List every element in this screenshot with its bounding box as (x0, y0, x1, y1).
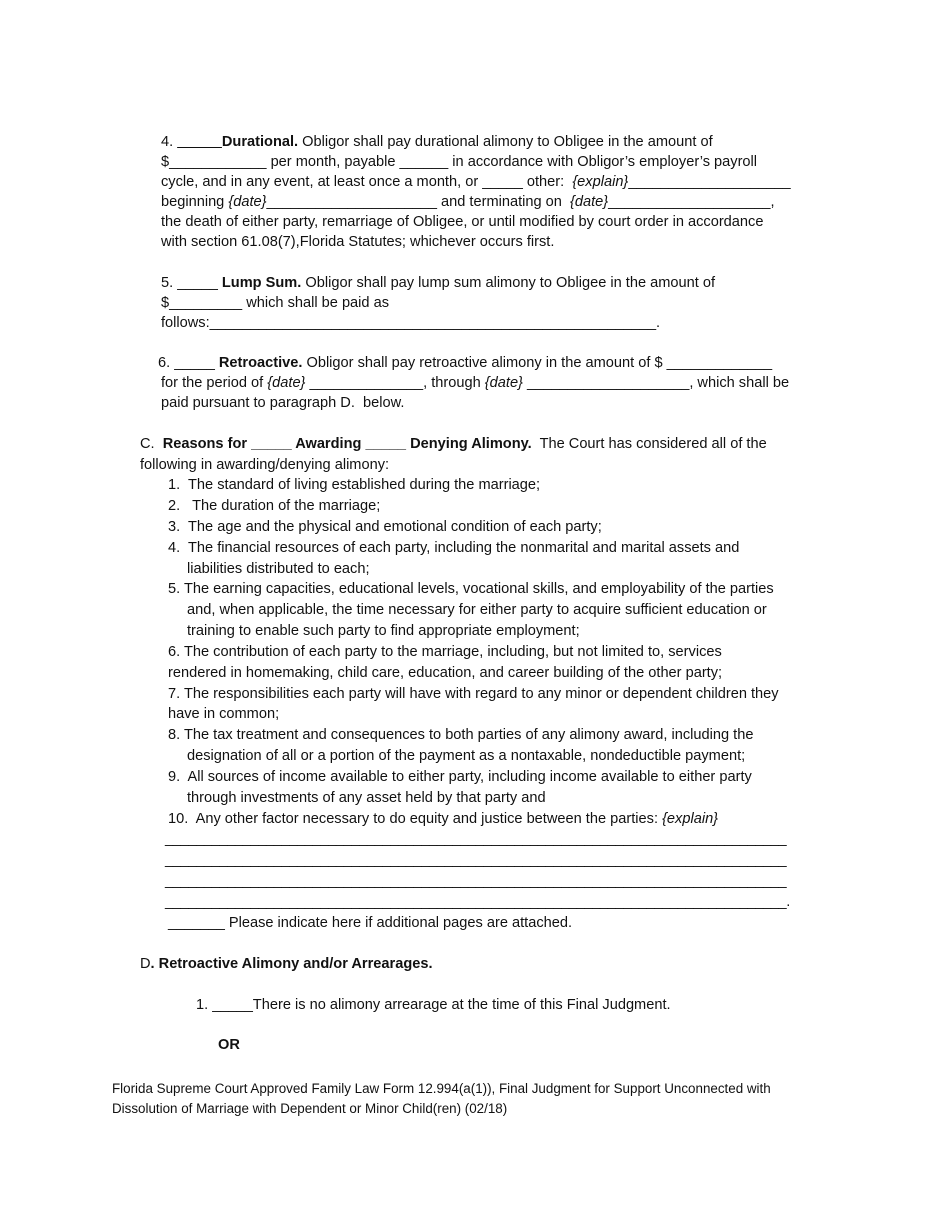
item-6-heading: Retroactive. (218, 355, 303, 371)
item-4-line-5: the death of either party, remarriage of Obligee, or until modified by court order in accordance (161, 214, 764, 230)
explain-blank-line: ________________________________________________________________________________ (165, 852, 787, 868)
footer-line-2: Dissolution of Marriage with Dependent or Minor Child(ren) (02/18) (112, 1101, 508, 1116)
item-6-line-2: for the period of {date} ______________, through {date} ____________________, which shall be (161, 375, 790, 391)
factor-line-10: 10. Any other factor necessary to do equity and justice between the parties: {explain} (168, 811, 719, 827)
item-5-line-1: 5. _____ Lump Sum. Obligor shall pay lump sum alimony to Obligee in the amount of (161, 275, 716, 291)
explain-blank-line: ________________________________________________________________________________ (165, 873, 787, 889)
item-5-line-2: $_________ which shall be paid as (161, 295, 389, 311)
or-label: OR (218, 1037, 240, 1053)
item-4-line-1: 4. __ ___Durational. Obligor shall pay durational alimony to Obligee in the amount of (161, 134, 713, 150)
factor-line: and, when applicable, the time necessary for either party to acquire sufficient education or (187, 602, 767, 618)
item-6-line-3: paid pursuant to paragraph D. below. (161, 395, 405, 411)
factor-line: 1. The standard of living established during the marriage; (168, 477, 541, 493)
footer-line-1: Florida Supreme Court Approved Family Law Form 12.994(a(1)), Final Judgment for Support Unconnected with (112, 1081, 771, 1096)
factor-line: designation of all or a portion of the payment as a nontaxable, nondeductible payment; (187, 748, 746, 764)
item-4-blank: __ ___ (177, 134, 222, 150)
item-4-line-4: beginning {date}_____________________ and terminating on {date}____________________, (161, 194, 775, 210)
factor-line: 2. The duration of the marriage; (168, 498, 381, 514)
factor-line: 5. The earning capacities, educational levels, vocational skills, and employability of the parties (168, 581, 774, 597)
explain-blank-line: ________________________________________________________________________________. (165, 894, 791, 910)
factor-line: 7. The responsibilities each party will have with regard to any minor or dependent children they (168, 686, 779, 702)
factor-line: 3. The age and the physical and emotional condition of each party; (168, 519, 602, 535)
item-4-line-6: with section 61.08(7),Florida Statutes; whichever occurs first. (161, 234, 555, 250)
item-5-heading: Lump Sum. (221, 275, 302, 291)
item-4-line-2: $____________ per month, payable ______ in accordance with Obligor’s employer’s payroll (161, 154, 758, 170)
form-footer (112, 1079, 771, 1119)
factor-line: 6. The contribution of each party to the marriage, including, but not limited to, services (168, 644, 722, 660)
factor-line: 9. All sources of income available to either party, including income available to either party (168, 769, 752, 785)
factor-line: 8. The tax treatment and consequences to both parties of any alimony award, including the (168, 727, 754, 743)
item-4-heading: Durational. (221, 134, 299, 150)
item-6-line-1: 6. _____ Retroactive. Obligor shall pay retroactive alimony in the amount of $ _____________ (158, 355, 773, 371)
section-c-heading: C. Reasons for _____ Awarding _____ Denying Alimony. The Court has considered all of the (140, 436, 767, 452)
item-5-line-3: follows:_______________________________________________________. (161, 315, 661, 331)
factor-line: 4. The financial resources of each party, including the nonmarital and marital assets and (168, 540, 740, 556)
section-c-intro: following in awarding/denying alimony: (140, 457, 390, 473)
explain-blank-line: ________________________________________________________________________________ (165, 831, 787, 847)
section-d-heading: D. Retroactive Alimony and/or Arrearages. (140, 956, 433, 972)
factor-line: have in common; (168, 706, 280, 722)
factor-line: training to enable such party to find appropriate employment; (187, 623, 580, 639)
additional-pages-note: _______ Please indicate here if additional pages are attached. (168, 915, 573, 931)
section-d-item-1: 1. _____There is no alimony arrearage at the time of this Final Judgment. (196, 997, 671, 1013)
item-4-line-3: cycle, and in any event, at least once a month, or _____ other: {explain}____________________ (161, 174, 791, 190)
factor-line: liabilities distributed to each; (187, 561, 370, 577)
factor-line: through investments of any asset held by that party and (187, 790, 546, 806)
factor-line: rendered in homemaking, child care, education, and career building of the other party; (168, 665, 723, 681)
